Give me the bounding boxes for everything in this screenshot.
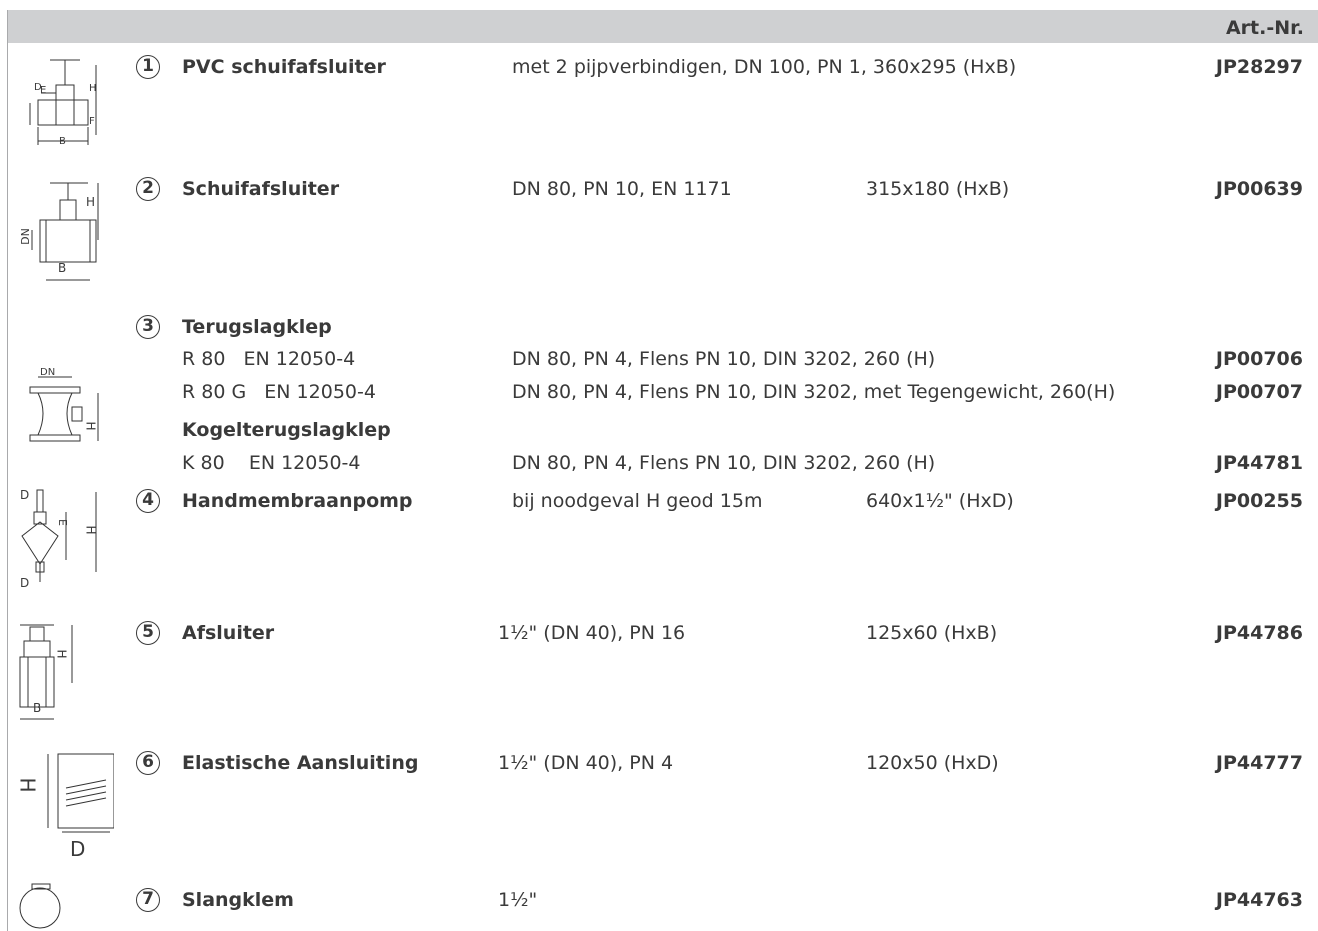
dimension-label-d: D [70, 837, 86, 861]
diaphragm-pump-drawing [16, 482, 106, 594]
item-name: Elastische Aansluiting [182, 752, 419, 774]
sub-item-art-nr: JP00707 [1215, 381, 1303, 403]
sub-item-art-nr: JP44781 [1215, 452, 1303, 474]
table-header-bar [7, 10, 1318, 43]
dimension-label-d: D [34, 82, 42, 93]
item-number-badge: 7 [136, 888, 160, 912]
sub-heading: Kogelterugslagklep [182, 419, 391, 441]
sub-item-model: R 80 G EN 12050-4 [182, 381, 376, 403]
item-name: Afsluiter [182, 622, 275, 644]
hose-clamp-drawing [18, 882, 66, 930]
sub-item-model: K 80 EN 12050-4 [182, 452, 361, 474]
item-name: Schuifafsluiter [182, 178, 340, 200]
dimension-label-e: E [40, 85, 47, 96]
dimension-label-h: H [15, 777, 40, 793]
item-number-badge: 3 [136, 315, 160, 339]
dimension-label-e: E [55, 519, 69, 526]
sub-item-spec: DN 80, PN 4, Flens PN 10, DIN 3202, 260 (H) [512, 452, 936, 474]
dimension-label-h: H [89, 83, 97, 94]
art-nr-header: Art.-Nr. [1225, 17, 1304, 39]
item-spec: DN 80, PN 10, EN 1171 [512, 178, 732, 200]
item-art-nr: JP00255 [1215, 490, 1303, 512]
dimension-label-b: B [59, 136, 66, 147]
sub-item-spec: DN 80, PN 4, Flens PN 10, DIN 3202, met Tegengewicht, 260(H) [512, 381, 1116, 403]
dimension-label-f: F [89, 116, 95, 127]
check-valve-drawing [20, 365, 102, 461]
shutoff-valve-drawing [16, 615, 86, 723]
dimension-label-h: H [83, 421, 98, 431]
item-art-nr: JP44777 [1215, 752, 1303, 774]
item-number-badge: 5 [136, 621, 160, 645]
dimension-label-d: D [20, 488, 30, 502]
dimension-label-h: H [86, 195, 96, 209]
item-number-badge: 4 [136, 489, 160, 513]
item-name: Terugslagklep [182, 316, 332, 338]
item-spec: 1½" (DN 40), PN 16 [498, 622, 686, 644]
item-spec: met 2 pijpverbindigen, DN 100, PN 1, 360x295 (HxB) [512, 56, 1017, 78]
item-art-nr: JP44786 [1215, 622, 1303, 644]
item-number-badge: 2 [136, 177, 160, 201]
item-spec: 1½" (DN 40), PN 4 [498, 752, 674, 774]
item-name: Handmembraanpomp [182, 490, 413, 512]
item-art-nr: JP00639 [1215, 178, 1303, 200]
sub-item-spec: DN 80, PN 4, Flens PN 10, DIN 3202, 260 (H) [512, 348, 936, 370]
item-dimensions: 640x1½" (HxD) [866, 490, 1014, 512]
sub-item-art-nr: JP00706 [1215, 348, 1303, 370]
item-number-badge: 1 [136, 55, 160, 79]
item-dimensions: 315x180 (HxB) [866, 178, 1010, 200]
dimension-label-dn: DN [18, 228, 32, 245]
item-art-nr: JP28297 [1215, 56, 1303, 78]
item-name: PVC schuifafsluiter [182, 56, 386, 78]
item-spec: 1½" [498, 889, 538, 911]
item-name: Slangklem [182, 889, 294, 911]
dimension-label-dn: DN [40, 367, 56, 378]
item-art-nr: JP44763 [1215, 889, 1303, 911]
dimension-label-h: H [83, 525, 98, 535]
dimension-label-d: D [20, 576, 30, 590]
elastic-connector-drawing [14, 748, 114, 861]
dimension-label-h: H [54, 649, 69, 659]
item-dimensions: 125x60 (HxB) [866, 622, 998, 644]
dimension-label-b: B [33, 701, 42, 715]
item-spec: bij noodgeval H geod 15m [512, 490, 763, 512]
sub-item-model: R 80 EN 12050-4 [182, 348, 356, 370]
dimension-label-b: B [58, 261, 67, 275]
item-number-badge: 6 [136, 751, 160, 775]
item-dimensions: 120x50 (HxD) [866, 752, 999, 774]
left-border-line [7, 10, 8, 931]
